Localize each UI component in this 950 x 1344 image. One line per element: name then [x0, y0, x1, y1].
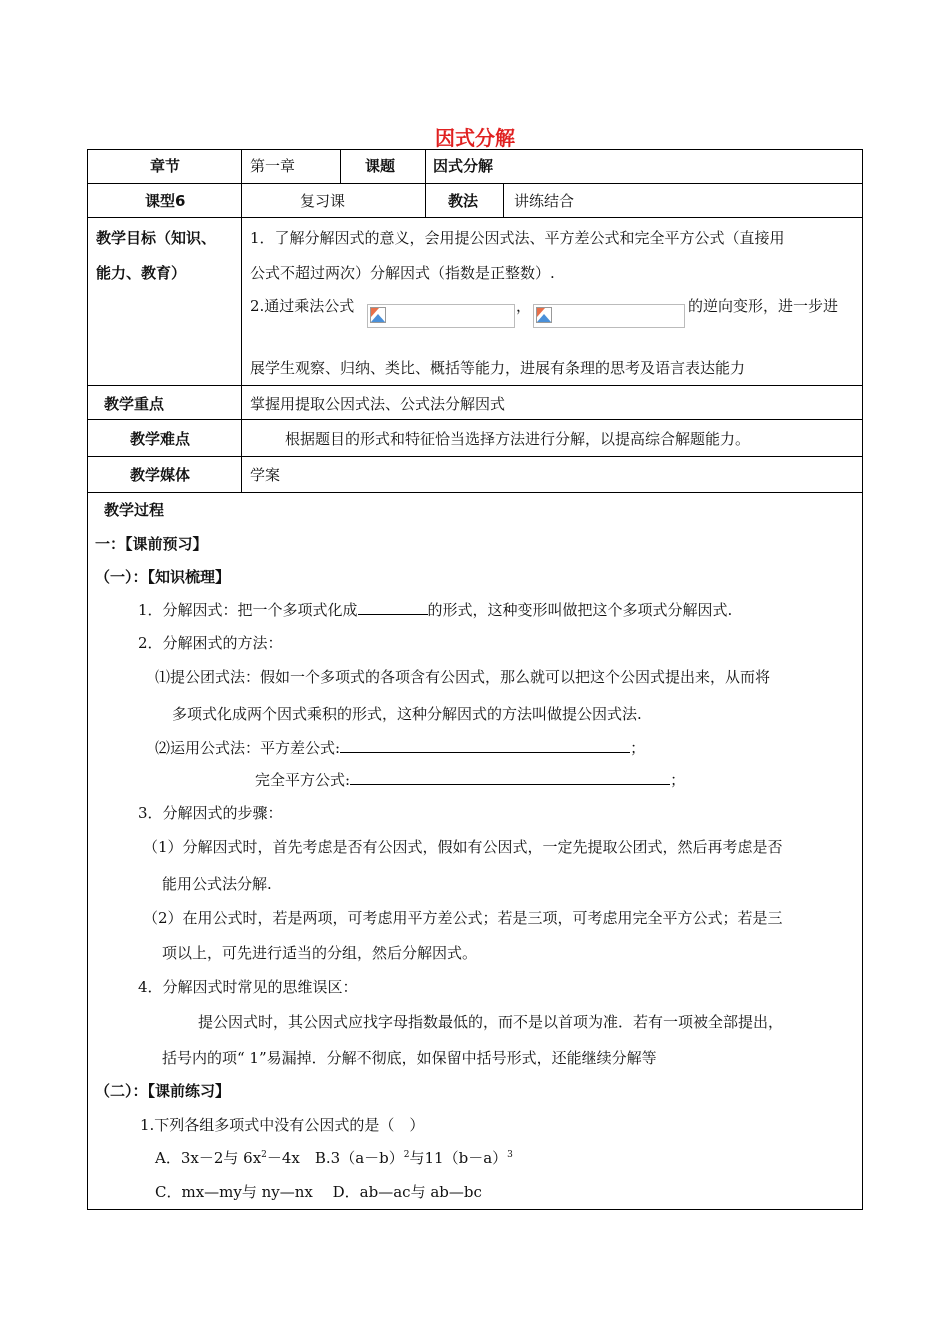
- point-2b: [155, 737, 645, 758]
- value-difficulty: 根据题目的形式和特征恰当选择方法进行分解，以提高综合解题能力。: [285, 430, 751, 448]
- section-preview: 一：【课前预习】: [95, 535, 208, 553]
- broken-image-icon: [536, 307, 552, 323]
- goal-line-3a: 2.通过乘法公式: [250, 297, 355, 315]
- question-1-options-cd: C．mx—my与 ny—nx D．ab—ac与 ab—bc: [155, 1183, 482, 1201]
- point-4a-line1: 提公因式时，其公因式应找字母指数最低的，而不是以首项为准．若有一项被全部提出，: [198, 1013, 784, 1031]
- option-b-tail: 与11（b－a）: [409, 1149, 508, 1167]
- formula-image-1: [367, 304, 515, 328]
- question-1: 1.下列各组多项式中没有公因式的是（ ）: [140, 1116, 425, 1134]
- point-3a-line2: 能用公式法分解.: [162, 875, 272, 893]
- answer-blank: [350, 770, 670, 785]
- point-2a-line1: ⑴提公团式法：假如一个多项式的各项含有公因式，那么就可以把这个公因式提出来，从而将: [155, 668, 771, 686]
- label-keypoint: 教学重点: [104, 395, 165, 413]
- point-2b-a: ⑵运用公式法：平方差公式:: [155, 739, 341, 757]
- point-3a-line1: （1）分解因式时，首先考虑是否有公因式，假如有公因式，一定先提取公团式，然后再考虑是否: [143, 838, 783, 856]
- answer-blank: [340, 738, 630, 753]
- value-topic: 因式分解: [433, 157, 494, 175]
- label-topic: 课题: [365, 157, 396, 175]
- point-3b-line2: 项以上，可先进行适当的分组，然后分解因式。: [162, 944, 478, 962]
- goal-line-4: 展学生观察、归纳、类比、概括等能力，进展有条理的思考及语言表达能力: [250, 359, 746, 377]
- goal-line-2: 公式不超过两次）分解因式（指数是正整数）.: [250, 264, 555, 282]
- question-1-options-ab: [155, 1147, 513, 1168]
- table-row-media: [87, 457, 863, 493]
- label-goals-line1: 教学目标（知识、: [96, 229, 217, 247]
- point-1-b: 的形式，这种变形叫做把这个多项式分解因式.: [427, 601, 733, 619]
- answer-blank: [358, 600, 428, 615]
- goal-line-3-sep: ，: [516, 297, 532, 315]
- label-media: 教学媒体: [130, 466, 191, 484]
- point-4a-line2: 括号内的项“ 1”易漏掉．分解不彻底，如保留中括号形式，还能继续分解等: [162, 1049, 657, 1067]
- point-3b-line1: （2）在用公式时，若是两项，可考虑用平方差公式；若是三项，可考虑用完全平方公式；若是三: [143, 909, 783, 927]
- broken-image-icon: [370, 307, 386, 323]
- point-2a-line2: 多项式化成两个因式乘积的形式，这种分解因式的方法叫做提公因式法.: [172, 705, 642, 723]
- value-media: 学案: [250, 466, 281, 484]
- label-chapter: 章节: [150, 157, 181, 175]
- section-knowledge: （一）：【知识梳理】: [95, 568, 231, 586]
- label-lesson-type: 课型6: [145, 192, 186, 210]
- value-keypoint: 掌握用提取公因式法、公式法分解因式: [250, 395, 506, 413]
- value-lesson-type: 复习课: [300, 192, 346, 210]
- point-2c-b: ；: [670, 771, 686, 789]
- label-method: 教法: [448, 192, 479, 210]
- superscript: 2: [261, 1150, 267, 1160]
- point-2b-b: ；: [630, 739, 646, 757]
- option-a: A．3x－2与 6x: [155, 1149, 262, 1167]
- value-method: 讲练结合: [514, 192, 575, 210]
- option-b: －4x B.3（a－b）: [266, 1149, 404, 1167]
- point-4: 4．分解因式时常见的思维误区：: [138, 978, 358, 996]
- superscript: 2: [403, 1150, 410, 1160]
- value-chapter: 第一章: [250, 157, 296, 175]
- superscript: 3: [507, 1150, 513, 1160]
- point-2c-a: 完全平方公式:: [255, 771, 351, 789]
- point-1-a: 1．分解因式：把一个多项式化成: [138, 601, 358, 619]
- goal-line-3b: 的逆向变形，进一步进: [688, 297, 839, 315]
- point-1: [138, 599, 732, 620]
- label-goals-line2: 能力、教育）: [96, 264, 187, 282]
- goal-line-1: 1．了解分解因式的意义，会用提公因式法、平方差公式和完全平方公式（直接用: [250, 229, 785, 247]
- process-heading: 教学过程: [104, 501, 165, 519]
- section-practice: （二）：【课前练习】: [95, 1082, 231, 1100]
- page-title: 因式分解: [435, 126, 515, 150]
- point-2c: [255, 769, 685, 790]
- formula-image-2: [533, 304, 685, 328]
- label-difficulty: 教学难点: [130, 430, 191, 448]
- point-2: 2．分解困式的方法：: [138, 634, 283, 652]
- point-3: 3．分解因式的步骤：: [138, 804, 283, 822]
